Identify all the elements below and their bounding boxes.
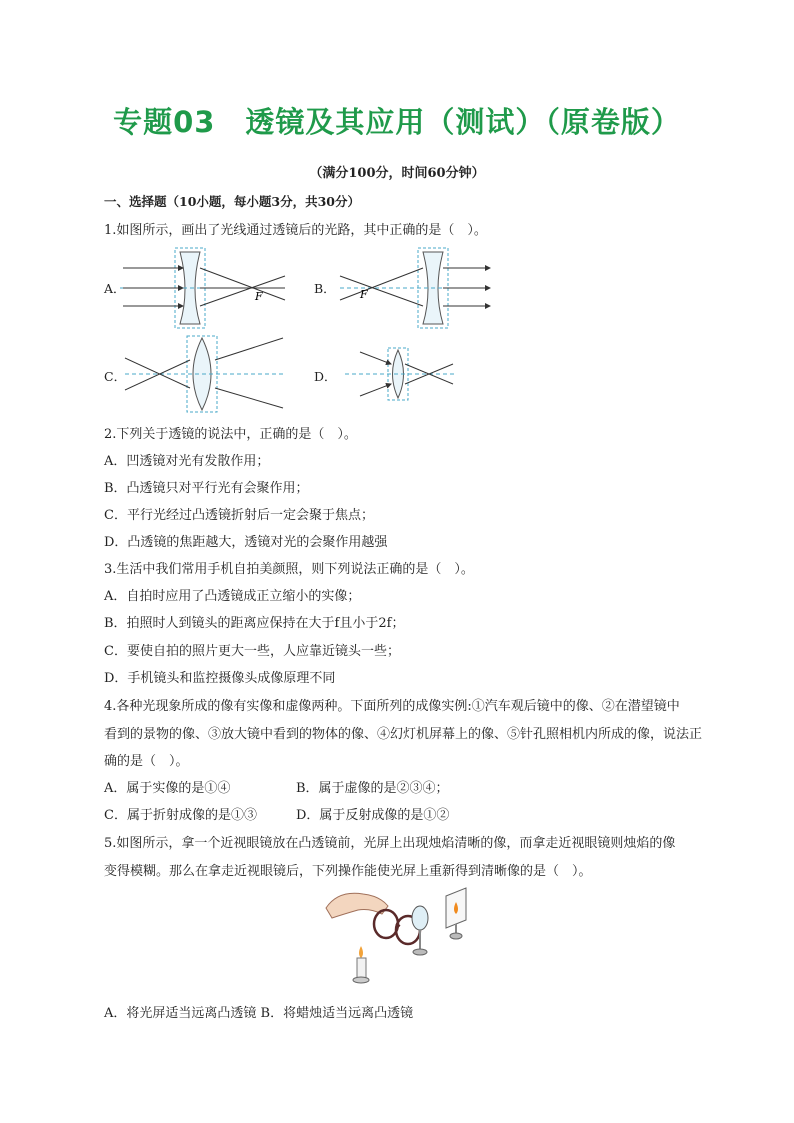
diagram-a xyxy=(120,248,285,328)
q4-line-2: 看到的景物的像、③放大镜中看到的物体的像、④幻灯机屏幕上的像、⑤针孔照相机内所成的像，说法正 xyxy=(104,727,703,742)
q1-diagrams xyxy=(95,240,495,415)
candle-icon xyxy=(353,946,369,983)
q5-line-2: 变得模糊。那么在拿走近视眼镜后，下列操作能使光屏上重新得到清晰像的是（ ）。 xyxy=(104,864,592,879)
q4-line-3: 确的是（ ）。 xyxy=(104,754,189,769)
q3-option-a: A．自拍时应用了凸透镜成正立缩小的实像； xyxy=(104,589,361,604)
q4-option-b: B．属于虚像的是②③④； xyxy=(296,781,449,796)
q3-option-b: B．拍照时人到镜头的距离应保持在大于f且小于2f； xyxy=(104,616,405,631)
q1-label-d: D． xyxy=(314,369,337,384)
diagram-b xyxy=(340,248,490,328)
q3-option-d: D．手机镜头和监控摄像头成像原理不同 xyxy=(104,671,336,686)
q1-label-b: B． xyxy=(314,281,336,296)
q4-line-1: 4.各种光现象所成的像有实像和虚像两种。下面所列的成像实例:①汽车观后镜中的像、②在潜望镜中 xyxy=(104,699,680,714)
q3-option-c: C．要使自拍的照片更大一些，人应靠近镜头一些； xyxy=(104,644,400,659)
diagram-d xyxy=(345,348,455,400)
q2-stem: 2.下列关于透镜的说法中，正确的是（ ）。 xyxy=(104,427,357,442)
q1-label-c: C． xyxy=(104,369,127,384)
q4-option-a: A．属于实像的是①④ xyxy=(104,781,231,796)
exam-info: （满分100分，时间60分钟） xyxy=(309,166,485,181)
q2-option-b: B．凸透镜只对平行光有会聚作用； xyxy=(104,481,309,496)
q5-options-ab: A．将光屏适当远离凸透镜 B．将蜡烛适当远离凸透镜 xyxy=(104,1006,414,1021)
q5-line-1: 5.如图所示，拿一个近视眼镜放在凸透镜前，光屏上出现烛焰清晰的像，而拿走近视眼镜则烛焰的像 xyxy=(104,836,676,851)
focus-label-a: F xyxy=(255,290,263,303)
focus-label-b: F xyxy=(360,288,368,301)
q3-stem: 3.生活中我们常用手机自拍美颜照，则下列说法正确的是（ ）。 xyxy=(104,562,474,577)
q2-option-d: D．凸透镜的焦距越大，透镜对光的会聚作用越强 xyxy=(104,535,388,550)
q2-option-c: C．平行光经过凸透镜折射后一定会聚于焦点； xyxy=(104,508,374,523)
q4-option-c: C．属于折射成像的是①③ xyxy=(104,808,257,823)
diagram-c xyxy=(125,336,285,412)
light-screen xyxy=(446,888,466,939)
lens-stand xyxy=(412,906,428,955)
q1-label-a: A． xyxy=(104,281,126,296)
section-heading: 一、选择题（10小题，每小题3分，共30分） xyxy=(104,194,360,209)
q1-stem: 1.如图所示，画出了光线通过透镜后的光路，其中正确的是（ ）。 xyxy=(104,223,487,238)
page-title: 专题03 透镜及其应用（测试）（原卷版） xyxy=(113,105,681,139)
q4-option-d: D．属于反射成像的是①② xyxy=(296,808,450,823)
q2-option-a: A．凹透镜对光有发散作用； xyxy=(104,454,270,469)
q5-illustration xyxy=(318,878,478,993)
